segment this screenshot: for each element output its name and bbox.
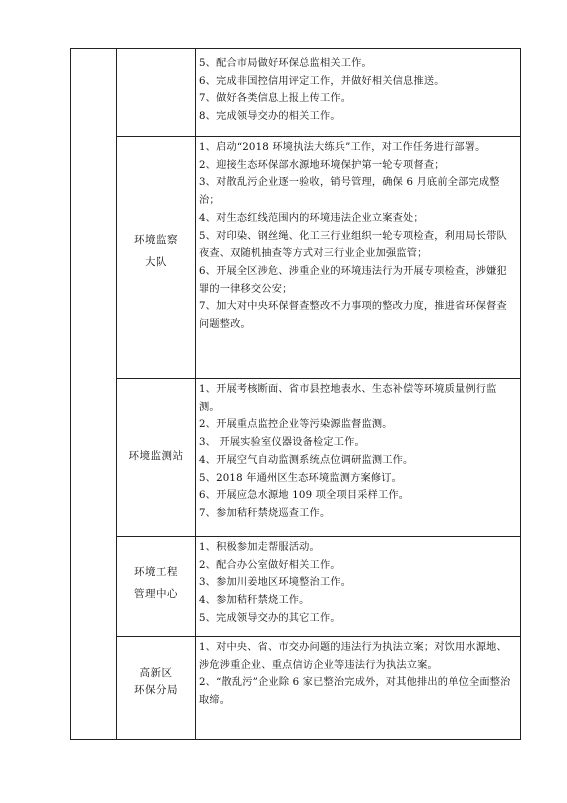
task-item: 4、参加秸秆禁烧工作。	[199, 595, 310, 607]
unit-name-line: 管理中心	[134, 588, 178, 600]
row-divider	[116, 136, 520, 137]
task-item: 1、对中央、省、市交办问题的违法行为执法立案；对饮用水源地、涉危涉重企业、重点信访企业等违法行为执法立案。	[199, 642, 507, 671]
task-item: 3、对散乱污企业逐一验收，销号管理，确保 6 月底前全部完成整治；	[199, 177, 500, 207]
task-item: 4、对生态红线范围内的环境违法企业立案查处；	[199, 212, 424, 224]
task-item: 8、完成领导交办的相关工作。	[199, 111, 341, 123]
task-list	[199, 55, 517, 126]
task-list	[199, 639, 517, 710]
unit-name	[117, 229, 195, 273]
unit-name	[117, 561, 195, 605]
task-item: 7、做好各类信息上报上传工作。	[199, 93, 352, 105]
unit-name	[117, 445, 195, 467]
task-item: 7、参加秸秆禁烧巡查工作。	[199, 507, 331, 519]
row-divider	[116, 636, 520, 637]
unit-name	[117, 665, 195, 699]
work-plan-table	[70, 48, 521, 740]
task-item: 5、配合市局做好环保总监相关工作。	[199, 58, 372, 69]
task-item: 2、配合办公室做好相关工作。	[199, 559, 341, 571]
task-item: 5、2018 年通州区生态环境监测方案修订。	[199, 472, 403, 484]
row-divider	[116, 536, 520, 537]
task-item: 5、对印染、钢丝绳、化工三行业组织一轮专项检查，利用局长带队夜查、双随机抽查等方式对三行业企业加强监管；	[199, 230, 507, 260]
task-item: 3、参加川姜地区环境整治工作。	[199, 577, 352, 589]
row-divider	[116, 378, 520, 379]
unit-name-line: 环境监测站	[128, 450, 184, 462]
task-item: 1、启动“2018 环境执法大练兵”工作，对工作任务进行部署。	[199, 142, 486, 153]
task-list	[199, 381, 517, 523]
task-item: 6、完成非国控信用评定工作，并做好相关信息推送。	[199, 75, 445, 87]
task-item: 2、“散乱污”企业除 6 家已整治完成外，对其他排出的单位全面整治取缔。	[199, 677, 511, 707]
unit-name-line: 高新区	[139, 667, 173, 679]
unit-name-line: 环境监察	[134, 234, 178, 246]
task-item: 1、开展考核断面、省市县控地表水、生态补偿等环境质量例行监测。	[199, 384, 497, 413]
task-item: 3、 开展实验室仪器设备检定工作。	[199, 437, 365, 449]
unit-name-line: 环境工程	[134, 566, 178, 578]
unit-name-line: 环保分局	[134, 684, 178, 696]
task-item: 5、完成领导交办的其它工作。	[199, 612, 341, 624]
unit-name-line: 大队	[145, 256, 167, 268]
task-item: 2、迎接生态环保部水源地环境保护第一轮专项督查；	[199, 159, 445, 171]
task-item: 7、加大对中央环保督查整改不力事项的整改力度，推进省环保督查问题整改。	[199, 301, 507, 331]
task-item: 4、开展空气自动监测系统点位调研监测工作。	[199, 454, 414, 466]
task-item: 6、开展全区涉危、涉重企业的环境违法行为开展专项检查，涉嫌犯罪的一律移交公安；	[199, 265, 507, 295]
task-list	[199, 539, 517, 628]
task-item: 2、开展重点监控企业等污染源监督监测。	[199, 419, 393, 431]
task-item: 1、积极参加走帮服活动。	[199, 542, 320, 553]
task-list	[199, 139, 517, 334]
task-item: 6、开展应急水源地 109 项全项目采样工作。	[199, 490, 410, 502]
